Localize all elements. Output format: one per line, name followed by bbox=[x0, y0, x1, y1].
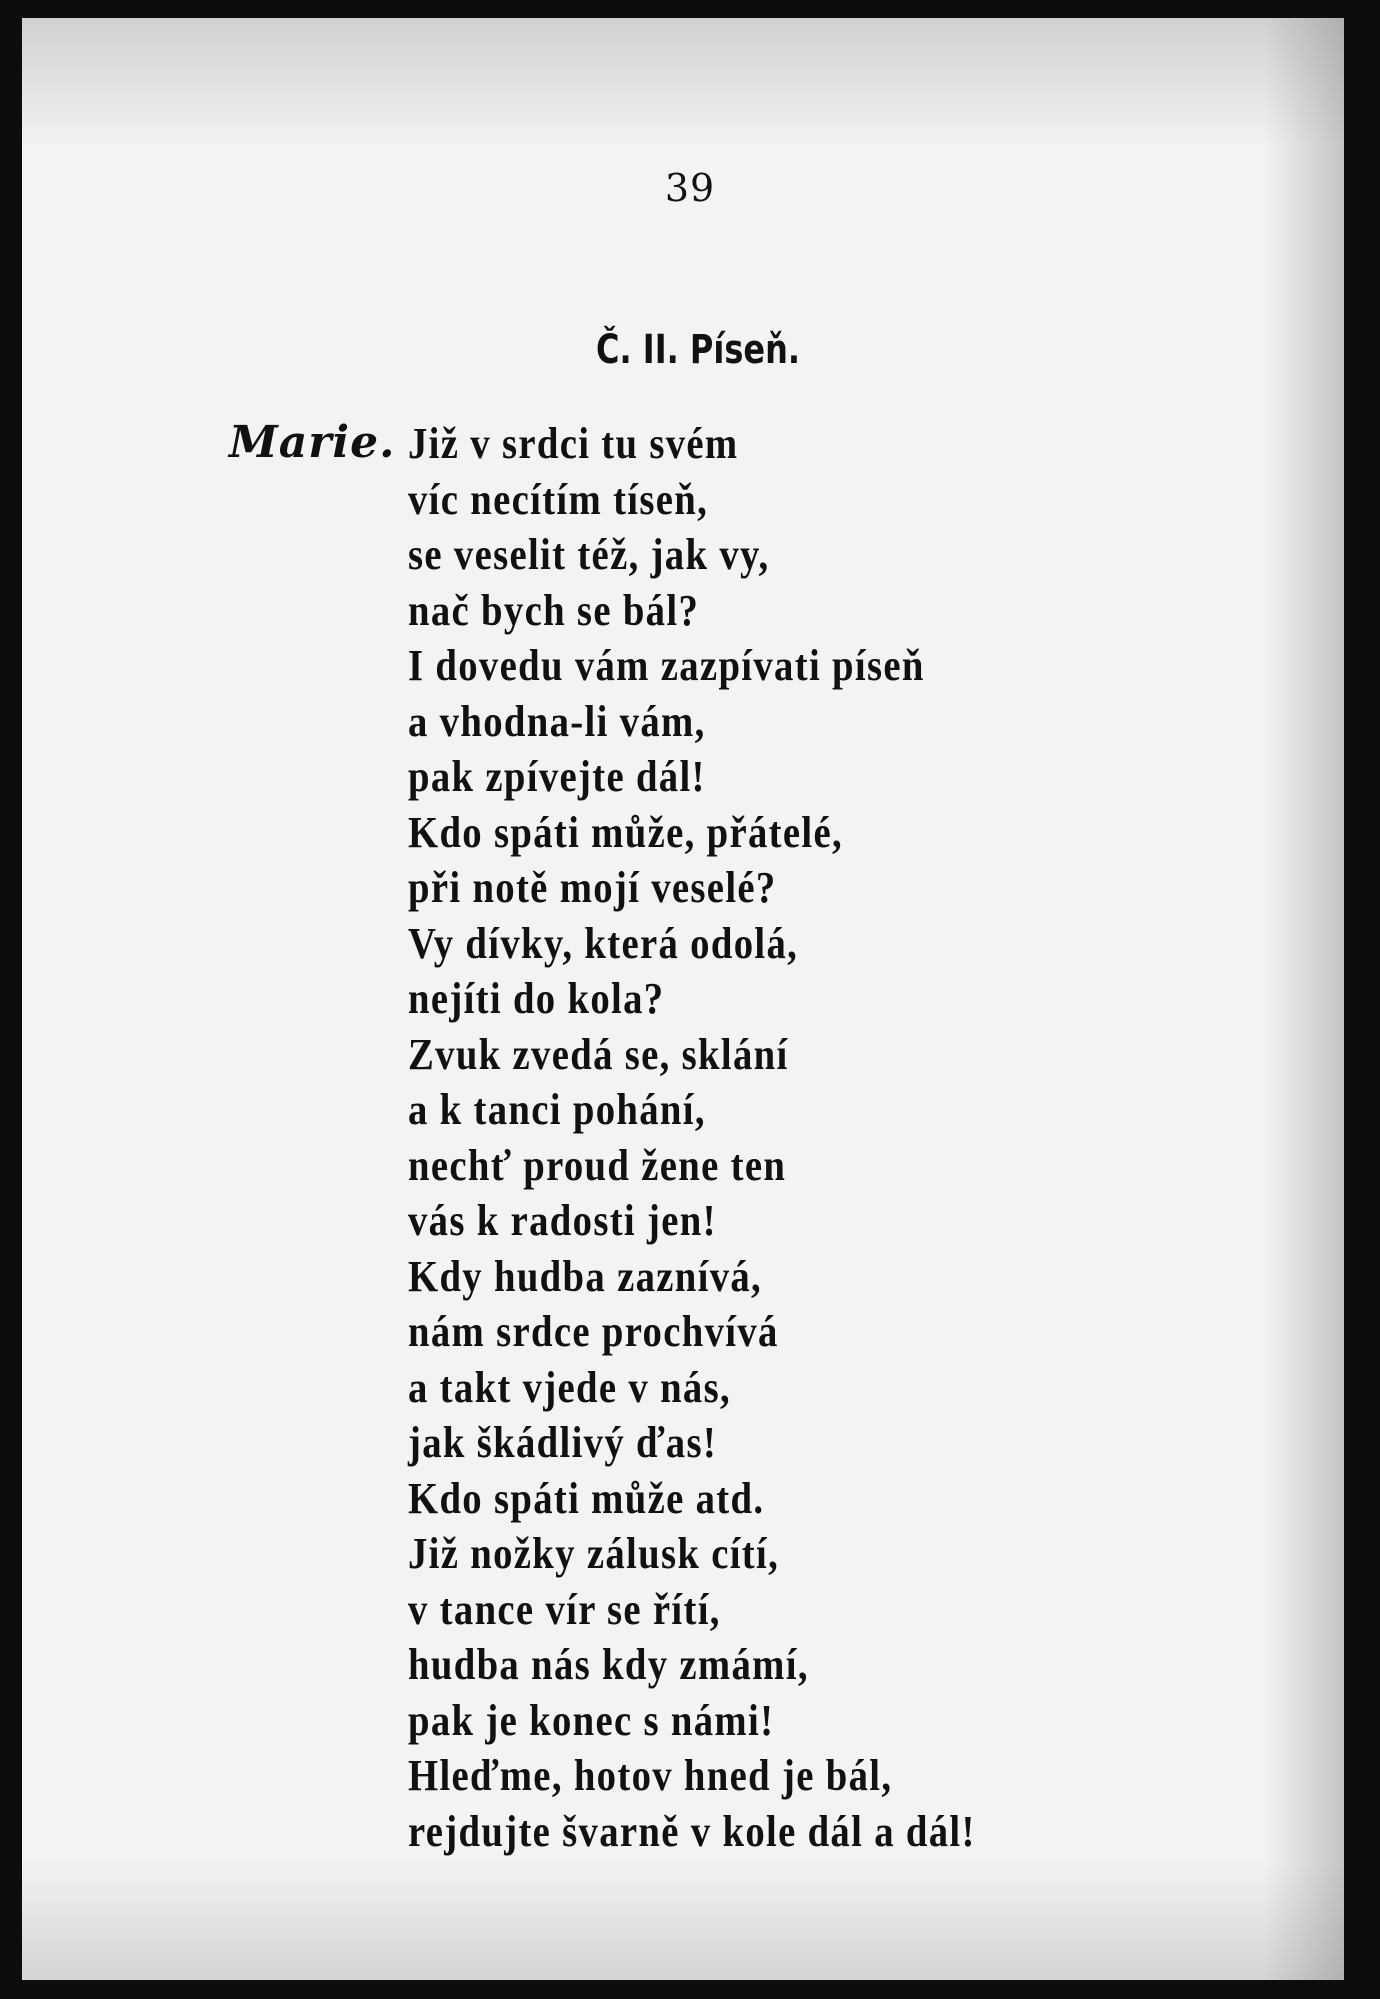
poem-line: nám srdce prochvívá bbox=[408, 1307, 779, 1356]
poem-line: v tance vír se řítí, bbox=[408, 1584, 721, 1634]
poem-line: se veselit též, jak vy, bbox=[408, 530, 770, 579]
poem-line: Již v srdci tu svém bbox=[408, 419, 739, 468]
poem-line: pak je konec s námi! bbox=[408, 1695, 775, 1745]
poem-line: Již nožky zálusk cítí, bbox=[408, 1529, 780, 1578]
poem-line: víc necítím tíseň, bbox=[408, 474, 709, 524]
poem-line: a takt vjede v nás, bbox=[408, 1362, 732, 1412]
poem-line: pak zpívejte dál! bbox=[408, 752, 706, 801]
poem-line: nač bych se bál? bbox=[408, 585, 700, 635]
poem-line: Kdy hudba zaznívá, bbox=[408, 1251, 763, 1301]
poem-line: nejíti do kola? bbox=[408, 974, 665, 1023]
poem-line: a k tanci pohání, bbox=[408, 1085, 706, 1134]
speaker-name: Marie. bbox=[229, 417, 396, 468]
poem-text bbox=[408, 416, 1053, 1859]
poem-line: Vy dívky, která odolá, bbox=[408, 918, 799, 968]
poem-line: rejdujte švarně v kole dál a dál! bbox=[408, 1806, 976, 1856]
poem-line: vás k radosti jen! bbox=[408, 1196, 717, 1245]
poem-line: Kdo spáti může, přátelé, bbox=[408, 807, 843, 857]
poem-line: jak škádlivý ďas! bbox=[408, 1418, 718, 1467]
poem-line: Hleďme, hotov hned je bál, bbox=[408, 1751, 893, 1800]
poem-line: při notě mojí veselé? bbox=[408, 863, 777, 912]
poem-line: I dovedu vám zazpívati píseň bbox=[408, 641, 925, 690]
poem-line: hudba nás kdy zmámí, bbox=[408, 1640, 809, 1689]
poem-line: nechť proud žene ten bbox=[408, 1140, 787, 1190]
poem-line: Zvuk zvedá se, sklání bbox=[408, 1029, 789, 1079]
page-number: 39 bbox=[664, 166, 716, 210]
page-shadow bbox=[22, 1860, 1344, 1980]
poem-line: Kdo spáti může atd. bbox=[408, 1473, 765, 1523]
poem-line: a vhodna-li vám, bbox=[408, 696, 706, 746]
section-title: Č. II. Píseň. bbox=[596, 327, 800, 373]
